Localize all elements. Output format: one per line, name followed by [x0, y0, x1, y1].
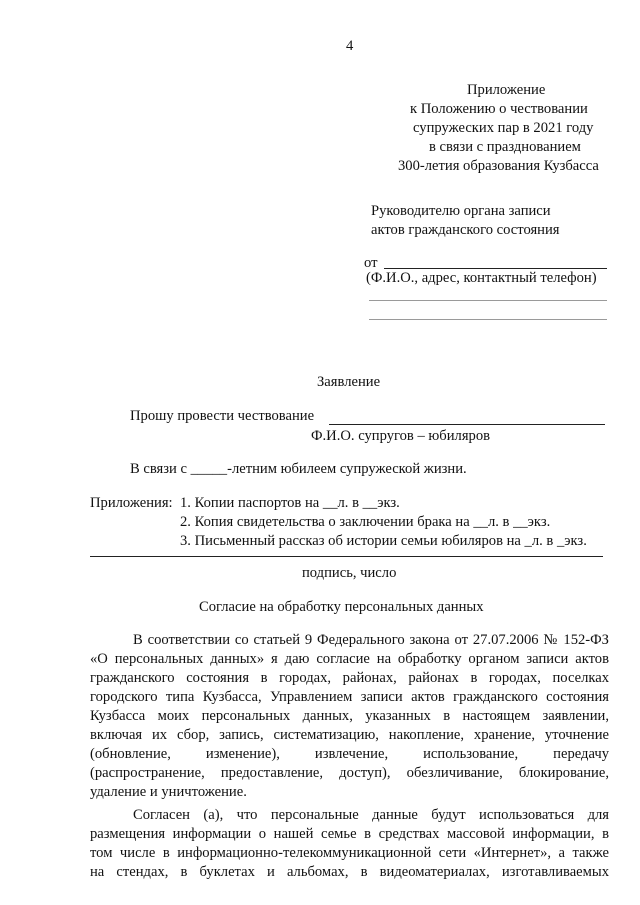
consent-line: на стендах, в буклетах и альбомах, в видеоматериалах, изготавливаемых — [90, 864, 609, 880]
addressee-line: актов гражданского состояния — [371, 222, 560, 238]
appendix-line: к Положению о чествовании — [410, 101, 588, 117]
appendix-line: супружеских пар в 2021 году — [413, 120, 594, 136]
consent-line: Согласен (а), что персональные данные будут использоваться для — [133, 807, 609, 823]
spouses-name-line — [329, 424, 605, 425]
signature-line — [90, 556, 603, 557]
appendix-line: в связи с празднованием — [429, 139, 581, 155]
from-address-line-1 — [369, 300, 607, 301]
consent-title: Согласие на обработку персональных данных — [199, 599, 484, 615]
consent-line: (обновление, изменение), извлечение, использование, передачу — [90, 746, 609, 762]
document-title: Заявление — [317, 374, 381, 390]
from-name-line — [384, 268, 607, 269]
consent-line: удаление и уничтожение. — [90, 784, 247, 800]
attachment-item: 2. Копия свидетельства о заключении брака на __л. в __экз. — [180, 514, 551, 530]
consent-line: гражданского состояния в городах, районах, районах в городах, поселках — [90, 670, 609, 686]
attachments-label: Приложения: — [90, 495, 173, 511]
consent-line: (распространение, предоставление, доступ), обезличивание, блокирование, — [90, 765, 609, 781]
attachment-item: 1. Копии паспортов на __л. в __экз. — [180, 495, 400, 511]
from-label: от — [364, 255, 378, 271]
consent-line: размещения информации о нашей семье в средствах массовой информации, в — [90, 826, 609, 842]
consent-line: том числе в информационно-телекоммуникационной сети «Интернет», а также — [90, 845, 609, 861]
request-text: Прошу провести чествование — [130, 408, 315, 424]
consent-line: «О персональных данных» я даю согласие на обработку органом записи актов — [90, 651, 609, 667]
from-address-line-2 — [369, 319, 607, 320]
appendix-line: 300-летия образования Кузбасса — [398, 158, 599, 174]
attachment-item: 3. Письменный рассказ об истории семьи юбиляров на _л. в _экз. — [180, 533, 587, 549]
consent-line: Кузбасса моих персональных данных, указанных в настоящем заявлении, — [90, 708, 609, 724]
page-number: 4 — [346, 38, 354, 54]
consent-line: городского типа Кузбасса, Управлением записи актов гражданского состояния — [90, 689, 609, 705]
request-caption: Ф.И.О. супругов – юбиляров — [311, 428, 491, 444]
consent-line: В соответствии со статьей 9 Федерального закона от 27.07.2006 № 152-ФЗ — [133, 632, 609, 648]
signature-caption: подпись, число — [302, 565, 397, 581]
appendix-line: Приложение — [467, 82, 546, 98]
occasion-text: В связи с _____-летним юбилеем супружеской жизни. — [130, 461, 467, 477]
from-caption: (Ф.И.О., адрес, контактный телефон) — [366, 270, 597, 286]
addressee-line: Руководителю органа записи — [371, 203, 551, 219]
consent-line: включая их сбор, запись, систематизацию, накопление, хранение, уточнение — [90, 727, 609, 743]
